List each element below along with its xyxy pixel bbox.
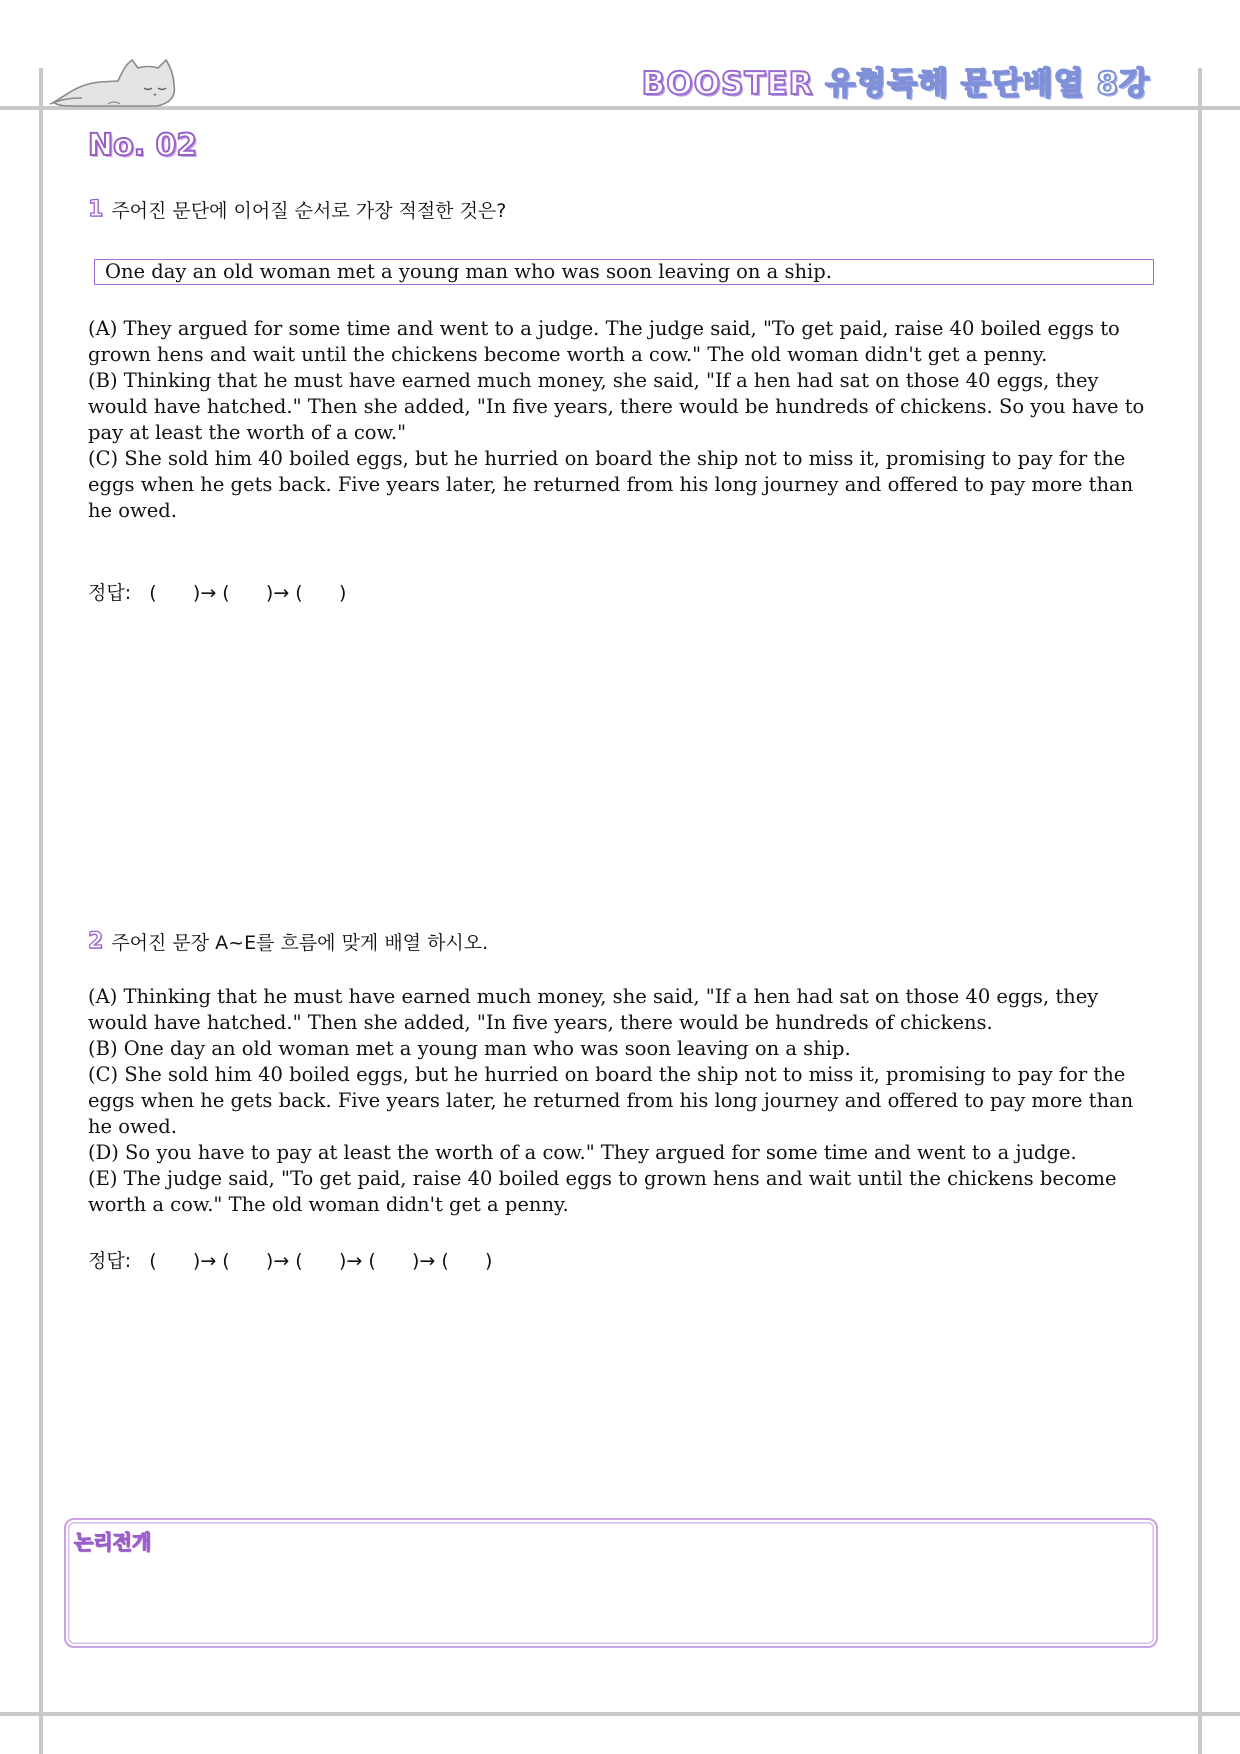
logic-summary-box[interactable] (64, 1518, 1158, 1648)
q2-heading (88, 928, 488, 955)
header-title-rest: 유형독해 문단배열 8강 (825, 66, 1150, 102)
q1-number: 1 (88, 197, 104, 222)
header-title-main: BOOSTER (641, 66, 814, 102)
q1-given-sentence: One day an old woman met a young man who was soon leaving on a ship. (105, 260, 832, 283)
q1-paragraph-a: (A) They argued for some time and went to a judge. The judge said, "To get paid, raise 40 boiled eggs to grown hens and wait until the chickens become worth a cow." The old woman didn't get a penny. (88, 317, 1120, 366)
frame-right-line (1198, 68, 1202, 1754)
q2-sentence-a: (A) Thinking that he must have earned much money, she said, "If a hen had sat on those 40 eggs, they would have hatched." Then she added, "In five years, there would be hundreds of chickens. (88, 985, 1099, 1034)
frame-top-line (0, 106, 1240, 110)
q1-paragraph-c: (C) She sold him 40 boiled eggs, but he hurried on board the ship not to miss it, promising to pay for the eggs when he gets back. Five years later, he returned from his long journey and offered to pay more than he owed. (88, 447, 1134, 522)
q1-heading (88, 196, 506, 223)
q1-answer-line (88, 578, 346, 605)
q2-sentence-e: (E) The judge said, "To get paid, raise 40 boiled eggs to grown hens and wait until the chickens become worth a cow." The old woman didn't get a penny. (88, 1167, 1117, 1216)
logic-summary-label: 논리전개 (74, 1530, 152, 1554)
sleeping-cat-icon (48, 54, 180, 110)
q2-answer-blanks[interactable]: ( )→ ( )→ ( )→ ( )→ ( ) (149, 1250, 493, 1272)
q2-prompt: 주어진 문장 A~E를 흐름에 맞게 배열 하시오. (111, 932, 489, 954)
q1-passage (88, 316, 1150, 524)
q1-answer-label: 정답: (88, 582, 132, 604)
q2-answer-line (88, 1246, 492, 1273)
document-number: No. 02 (88, 128, 198, 163)
q2-passage (88, 984, 1150, 1218)
q1-given-sentence-box (94, 259, 1154, 285)
q2-sentence-b: (B) One day an old woman met a young man who was soon leaving on a ship. (88, 1037, 851, 1060)
q2-sentence-d: (D) So you have to pay at least the worth of a cow." They argued for some time and went to a judge. (88, 1141, 1077, 1164)
q1-answer-blanks[interactable]: ( )→ ( )→ ( ) (149, 582, 347, 604)
frame-bottom-line (0, 1712, 1240, 1716)
frame-left-line (39, 68, 43, 1754)
q1-paragraph-b: (B) Thinking that he must have earned much money, she said, "If a hen had sat on those 40 eggs, they would have hatched." Then she added, "In five years, there would be hundreds of chickens. So you have to pay at least the worth of a cow." (88, 369, 1145, 444)
q2-number: 2 (88, 929, 104, 954)
q1-prompt: 주어진 문단에 이어질 순서로 가장 적절한 것은? (111, 200, 507, 222)
q2-answer-label: 정답: (88, 1250, 132, 1272)
header-title (642, 58, 1150, 103)
q2-sentence-c: (C) She sold him 40 boiled eggs, but he hurried on board the ship not to miss it, promising to pay for the eggs when he gets back. Five years later, he returned from his long journey and offered to pay more than he owed. (88, 1063, 1134, 1138)
